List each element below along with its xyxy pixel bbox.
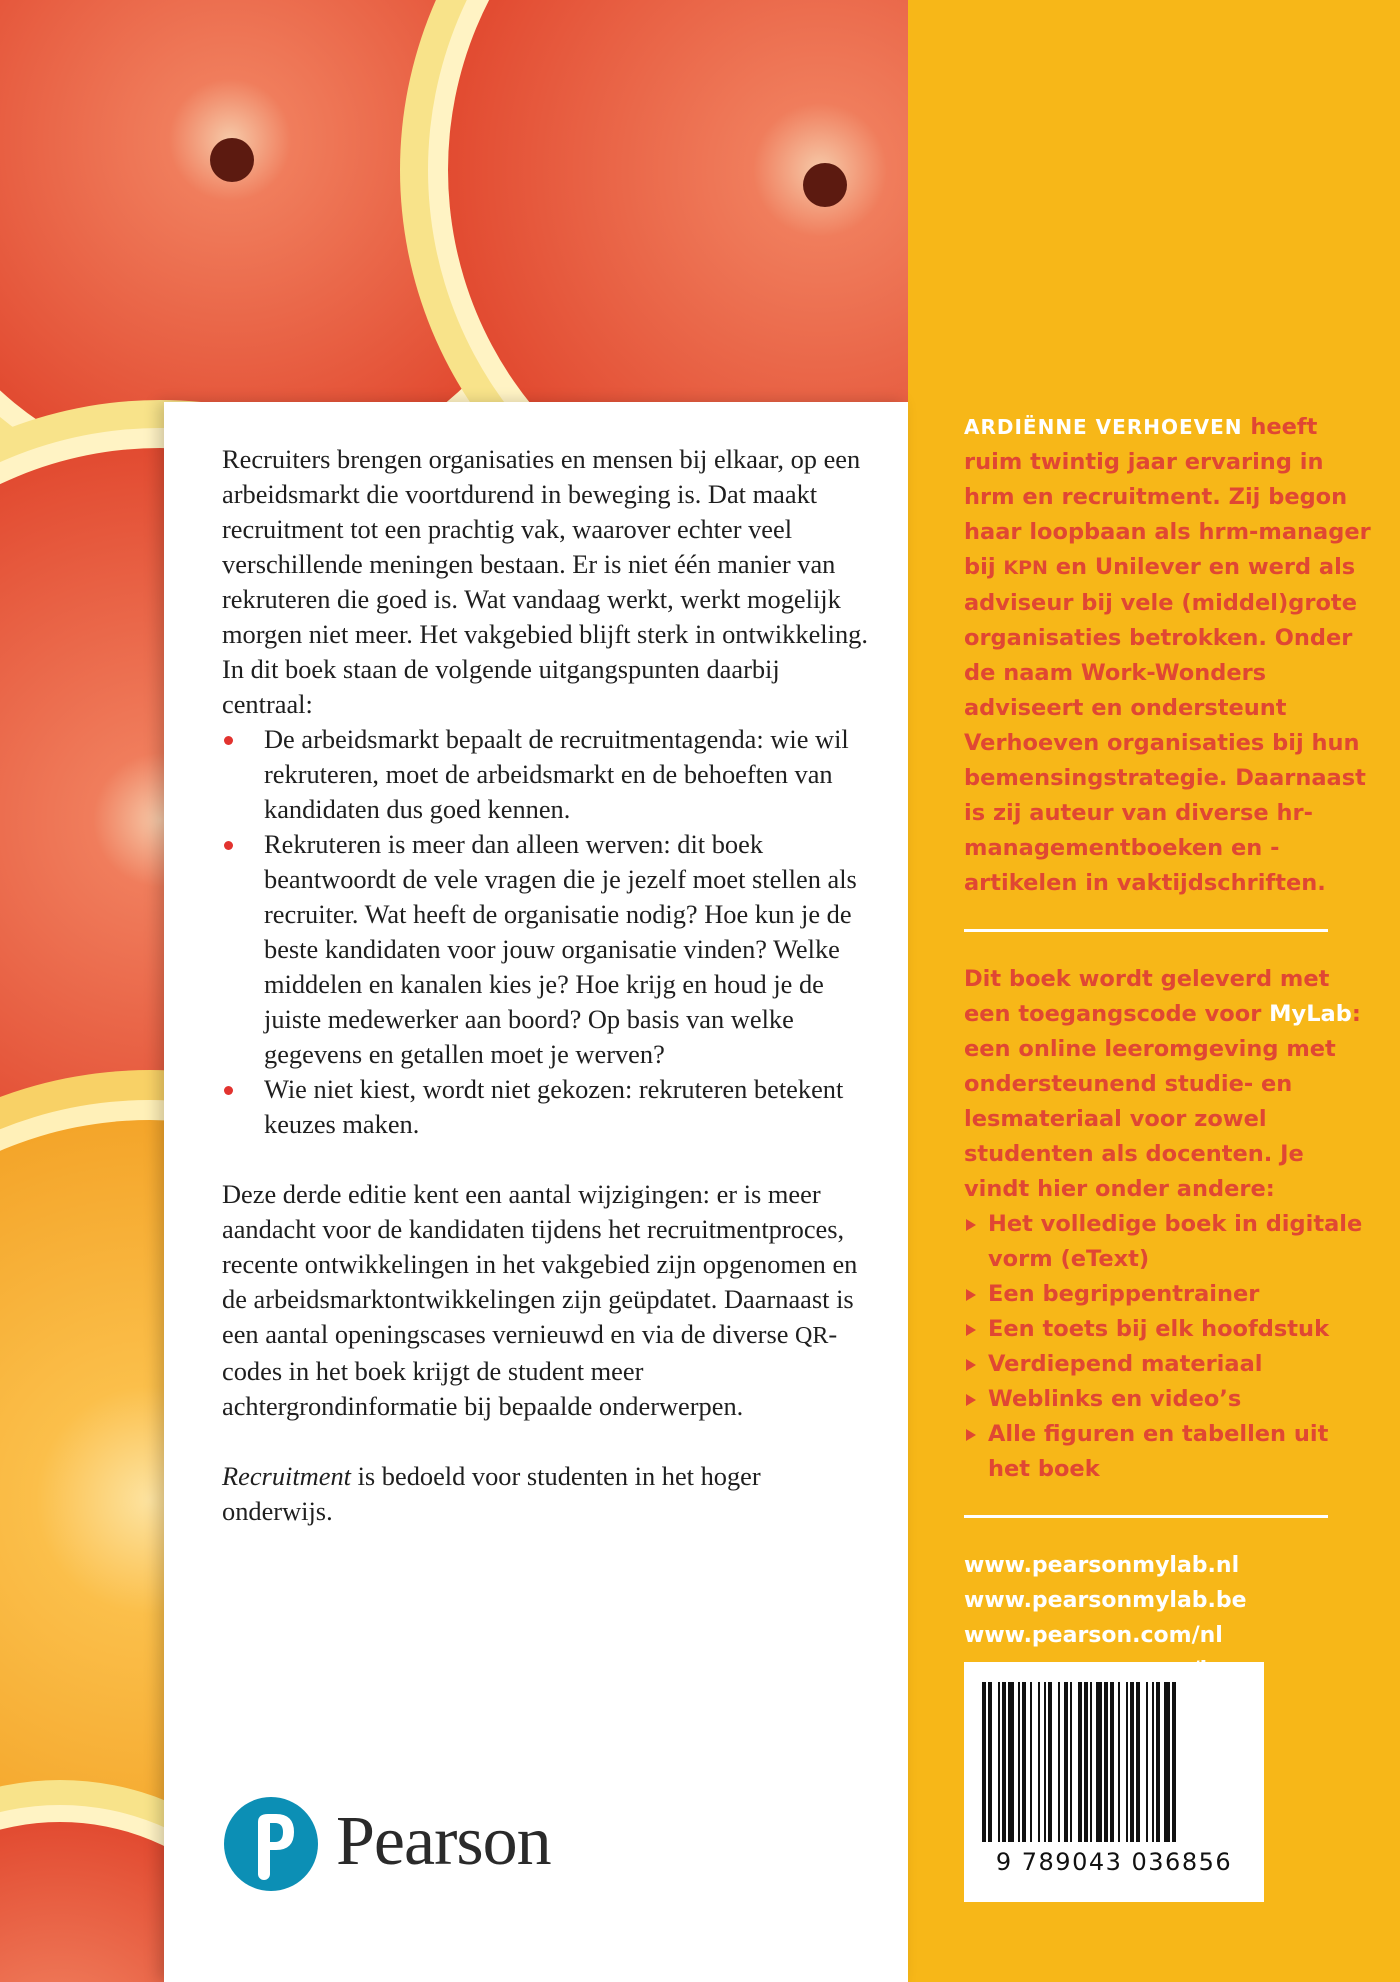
barcode-bar — [1126, 1682, 1128, 1842]
list-item-text: Verdiepend materiaal — [988, 1351, 1263, 1377]
bullet-dot-icon — [224, 1086, 233, 1095]
barcode-bar — [1002, 1682, 1006, 1842]
barcode-bar — [1018, 1682, 1020, 1842]
barcode-bar — [988, 1682, 992, 1842]
list-item — [222, 1072, 872, 1142]
audience-paragraph — [222, 1459, 872, 1529]
qr-abbreviation: QR — [795, 1323, 829, 1349]
edition-text-end: -codes in het boek krijgt de student meer achtergrondinformatie bij bepaalde onderwerpen. — [222, 1319, 838, 1421]
list-item-text: Rekruteren is meer dan alleen werven: dit boek beantwoordt de vele vragen die je jezelf moet stellen als recruiter. Wat heeft de organisatie nodig? Hoe kun je de beste kandidaten voor jouw organisatie vinden? Welke middelen en kanalen kies je? Hoe krijg en houd je de juiste medewerker aan boord? Op basis van welke gegevens en getallen moet je werven? — [264, 829, 857, 1069]
mylab-text: Dit boek wordt geleverd met een toegangscode voor — [964, 966, 1330, 1027]
triangle-bullet-icon — [966, 1219, 976, 1231]
mylab-intro — [964, 962, 1374, 1207]
website-link[interactable]: www.pearsonmylab.nl — [964, 1553, 1240, 1578]
barcode-bar — [1156, 1682, 1160, 1842]
description-panel — [164, 402, 908, 1982]
list-item-text: Het volledige boek in digitale vorm (eText) — [988, 1211, 1363, 1272]
isbn-number: 9 789043 036856 — [995, 1848, 1233, 1876]
list-item-text: Wie niet kiest, wordt niet gekozen: rekruteren betekent keuzes maken. — [264, 1074, 844, 1139]
barcode-bar — [1048, 1682, 1052, 1842]
barcode-bar — [1064, 1682, 1068, 1842]
list-item — [964, 1382, 1374, 1417]
barcode-bar — [1096, 1682, 1102, 1842]
barcode-bar — [1030, 1682, 1032, 1842]
barcode-bar — [1008, 1682, 1014, 1842]
triangle-bullet-icon — [966, 1359, 976, 1371]
barcode-bar — [1090, 1682, 1092, 1842]
divider — [964, 1515, 1328, 1518]
list-item — [964, 1277, 1374, 1312]
barcode-bar — [1130, 1682, 1134, 1842]
list-item-text: Een toets bij elk hoofdstuk — [988, 1316, 1330, 1342]
barcode-bar — [1104, 1682, 1108, 1842]
pearson-wordmark: Pearson — [336, 1803, 551, 1880]
barcode-bar — [1058, 1682, 1060, 1842]
barcode-bar — [1070, 1682, 1072, 1842]
author-name: ARDIËNNE VERHOEVEN — [964, 415, 1243, 439]
barcode-bar — [1118, 1682, 1120, 1842]
list-item-text: Alle figuren en tabellen uit het boek — [988, 1421, 1329, 1482]
audience-text: is bedoeld voor studenten in het hoger onderwijs. — [222, 1461, 761, 1526]
barcode-bar — [1038, 1682, 1040, 1842]
barcode-bar — [1164, 1682, 1170, 1842]
list-item-text: Weblinks en video’s — [988, 1386, 1242, 1412]
website-link[interactable]: www.pearson.com/nl — [964, 1623, 1223, 1648]
bullet-dot-icon — [224, 841, 233, 850]
barcode-bar — [998, 1682, 1000, 1842]
mylab-features-list — [964, 1207, 1374, 1487]
barcode-bar — [1152, 1682, 1154, 1842]
barcode-bar — [1022, 1682, 1026, 1842]
barcode-bar — [982, 1682, 986, 1842]
list-item — [222, 722, 872, 827]
list-item — [964, 1347, 1374, 1382]
list-item — [964, 1312, 1374, 1347]
divider — [964, 929, 1328, 932]
author-bio — [964, 410, 1374, 901]
pearson-logo — [222, 1792, 582, 1902]
list-item — [222, 827, 872, 1072]
barcode-bar — [1136, 1682, 1140, 1842]
bullet-dot-icon — [224, 736, 233, 745]
pearson-p-icon — [222, 1792, 320, 1896]
author-bio-text-end: en Unilever en werd als adviseur bij vele (middel)grote organisaties betrokken. Onder de naam Work-Wonders adviseert en ondersteunt Verhoeven organisaties bij hun bemensingstrategie. Daarnaast is zij auteur van diverse hr-managementboeken en -artikelen in vaktijdschriften. — [964, 554, 1366, 896]
edition-paragraph — [222, 1177, 872, 1424]
list-item-text: De arbeidsmarkt bepaalt de recruitmentagenda: wie wil rekruteren, moet de arbeidsmarkt en de behoeften van kandidaten dus goed kennen. — [264, 724, 849, 824]
triangle-bullet-icon — [966, 1394, 976, 1406]
mylab-text-end: : een online leeromgeving met ondersteunend studie- en lesmateriaal voor zowel studenten als docenten. Je vindt hier onder andere: — [964, 1001, 1361, 1202]
list-item-text: Een begrippentrainer — [988, 1281, 1260, 1307]
barcode-bar — [1044, 1682, 1046, 1842]
list-item — [964, 1207, 1374, 1277]
kpn-abbreviation: KPN — [1003, 557, 1048, 579]
isbn-barcode — [964, 1662, 1264, 1902]
triangle-bullet-icon — [966, 1289, 976, 1301]
description-text — [222, 442, 872, 1529]
edition-text: Deze derde editie kent een aantal wijzigingen: er is meer aandacht voor de kandidaten tijdens het recruitmentproces, recente ontwikkelingen in het vakgebied zijn opgenomen en de arbeidsmarktontwikkelingen zijn geüpdatet. Daarnaast is een aantal openingscases vernieuwd en via de diverse — [222, 1179, 858, 1349]
key-points-list — [222, 722, 872, 1142]
barcode-bar — [1110, 1682, 1114, 1842]
book-title: Recruitment — [222, 1461, 351, 1491]
author-bio-text: heeft ruim twintig jaar ervaring in hrm en recruitment. Zij begon haar loopbaan als hrm-manager bij — [964, 414, 1371, 580]
barcode-bar — [1078, 1682, 1082, 1842]
mylab-brand: MyLab — [1269, 1001, 1352, 1027]
barcode-bar — [1084, 1682, 1088, 1842]
intro-paragraph: Recruiters brengen organisaties en mensen bij elkaar, op een arbeidsmarkt die voortdurend in beweging is. Dat maakt recruitment tot een prachtig vak, waarover echter veel verschillende meningen bestaan. Er is niet één manier van rekruteren die goed is. Wat vandaag werkt, werkt mogelijk morgen niet meer. Het vakgebied blijft sterk in ontwikkeling. In dit boek staan de volgende uitgangspunten daarbij centraal: — [222, 444, 868, 719]
website-link[interactable]: www.pearsonmylab.be — [964, 1588, 1247, 1613]
info-column — [964, 410, 1374, 1688]
triangle-bullet-icon — [966, 1429, 976, 1441]
barcode-bar — [1172, 1682, 1176, 1842]
barcode-bar — [1146, 1682, 1148, 1842]
list-item — [964, 1417, 1374, 1487]
barcode-bars — [978, 1682, 1250, 1848]
triangle-bullet-icon — [966, 1324, 976, 1336]
